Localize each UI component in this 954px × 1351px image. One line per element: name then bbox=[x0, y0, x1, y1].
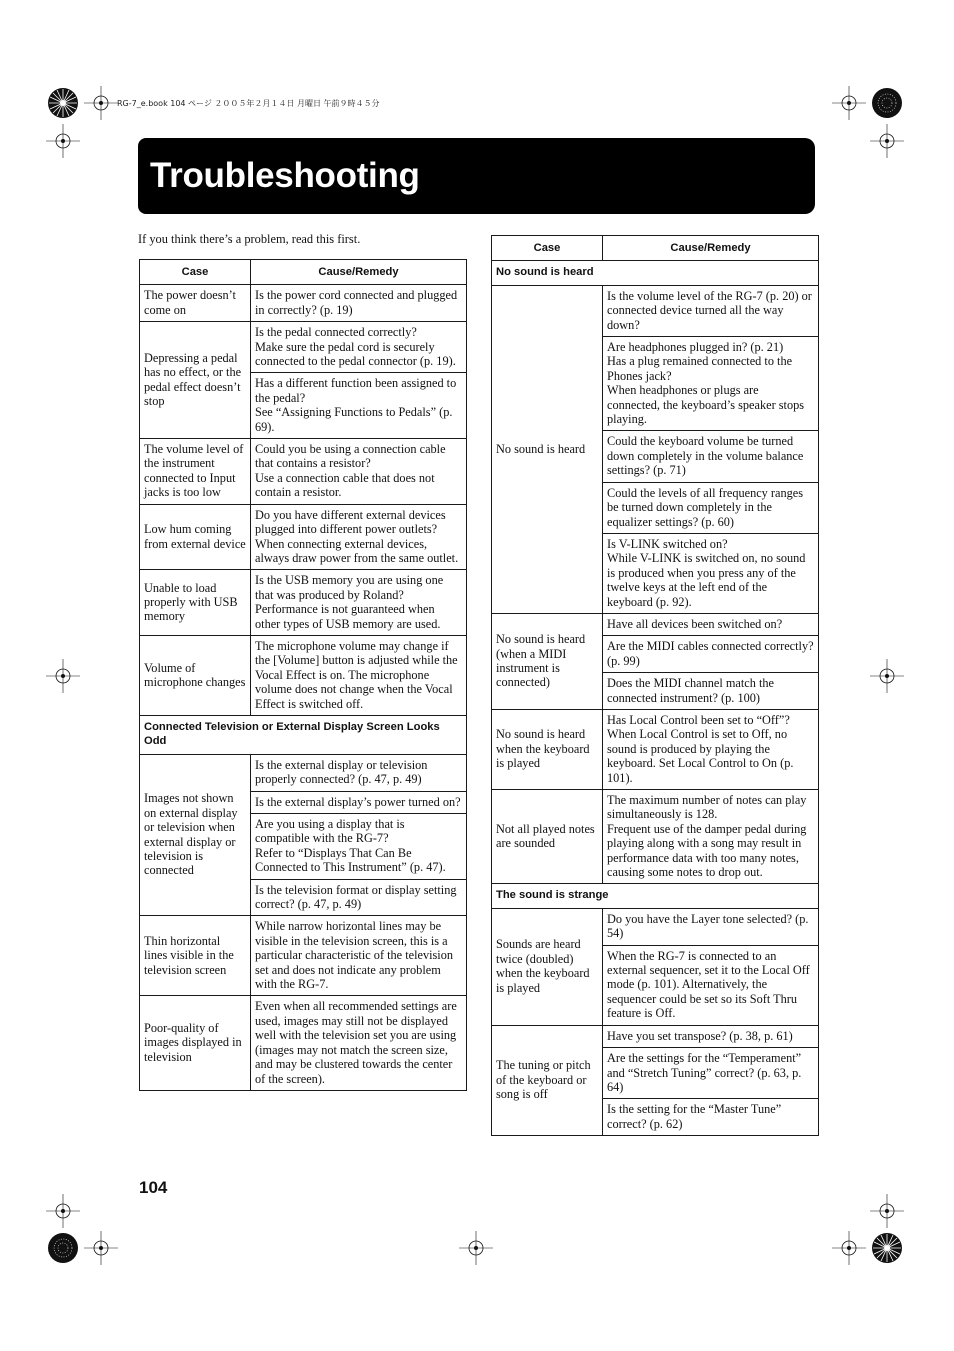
remedy-line: Use a connection cable that does not contain a resistor. bbox=[255, 470, 435, 500]
remedy-line: Could you be using a connection cable that contains a resistor? bbox=[255, 442, 446, 471]
remedy-cell bbox=[603, 908, 819, 945]
remedy-line: Have you set transpose? (p. 38, p. 61) bbox=[607, 1028, 793, 1043]
remedy-line: Is the external display’s power turned on? bbox=[255, 794, 461, 809]
section-heading: No sound is heard bbox=[492, 261, 819, 285]
table-body-left bbox=[140, 285, 467, 1091]
crosshair-mark-bottom-right bbox=[832, 1231, 866, 1265]
case-cell: The tuning or pitch of the keyboard or song is off bbox=[492, 1025, 603, 1135]
remedy-line: Is V-LINK switched on? bbox=[607, 536, 728, 551]
registration-mark-top-left bbox=[46, 86, 80, 120]
page-title: Troubleshooting bbox=[150, 156, 420, 195]
table-row bbox=[140, 285, 467, 322]
crosshair-mark-bottom-center bbox=[459, 1231, 493, 1265]
remedy-cell bbox=[603, 337, 819, 431]
remedy-line: Even when all recommended settings are used, images may still not be displayed well with the television set you are using (images may not match the screen size, and may be clustered towards the center of the screen). bbox=[255, 999, 457, 1086]
column-header-case: Case bbox=[492, 236, 603, 261]
case-cell: The volume level of the instrument connected to Input jacks is too low bbox=[140, 439, 251, 505]
remedy-line: Is the power cord connected and plugged in correctly? (p. 19) bbox=[255, 288, 458, 317]
remedy-line: Do you have different external devices plugged into different power outlets? bbox=[255, 507, 446, 537]
remedy-cell bbox=[251, 916, 467, 996]
case-cell: Poor-quality of images displayed in television bbox=[140, 996, 251, 1090]
table-row bbox=[140, 570, 467, 636]
remedy-line: Are headphones plugged in? (p. 21) bbox=[607, 340, 784, 355]
remedy-cell bbox=[251, 322, 467, 373]
table-row bbox=[492, 1025, 819, 1047]
table-row bbox=[140, 439, 467, 505]
case-cell: No sound is heard bbox=[492, 285, 603, 613]
troubleshooting-table-left bbox=[139, 259, 467, 1091]
intro-text: If you think there’s a problem, read this first. bbox=[138, 232, 361, 246]
remedy-line: Could the keyboard volume be turned down completely in the volume balance settings? (p. 71) bbox=[607, 434, 804, 478]
crosshair-mark-mid-left bbox=[46, 659, 80, 693]
remedy-cell bbox=[603, 1025, 819, 1047]
remedy-line: Have all devices been switched on? bbox=[607, 616, 783, 631]
registration-mark-top-right bbox=[870, 86, 904, 120]
column-header-case: Case bbox=[140, 260, 251, 285]
case-cell: No sound is heard when the keyboard is played bbox=[492, 709, 603, 789]
table-row bbox=[140, 916, 467, 996]
case-cell: Depressing a pedal has no effect, or the pedal effect doesn’t stop bbox=[140, 322, 251, 439]
remedy-line: Is the television format or display setting correct? (p. 47, p. 49) bbox=[255, 882, 457, 912]
remedy-cell bbox=[251, 879, 467, 916]
section-row bbox=[492, 884, 819, 908]
table-row bbox=[492, 790, 819, 884]
remedy-line: Performance is not guaranteed when other types of USB memory are used. bbox=[255, 602, 441, 631]
remedy-line: Refer to “Displays That Can Be Connected to This Instrument” (p. 47). bbox=[255, 845, 446, 875]
case-cell: Unable to load properly with USB memory bbox=[140, 570, 251, 636]
case-cell: Images not shown on external display or television when external display or television is connected bbox=[140, 754, 251, 916]
troubleshooting-table-right bbox=[491, 235, 819, 1136]
table-row bbox=[140, 635, 467, 715]
remedy-cell bbox=[251, 635, 467, 715]
table-row bbox=[140, 996, 467, 1090]
remedy-cell bbox=[251, 439, 467, 505]
remedy-cell bbox=[603, 285, 819, 336]
remedy-cell bbox=[251, 373, 467, 439]
remedy-line: When the RG-7 is connected to an external sequencer, set it to the Local Off mode (p. 101). Alternatively, the sequencer could be set so its Soft Thru feature is Off. bbox=[607, 948, 810, 1021]
remedy-cell bbox=[251, 570, 467, 636]
remedy-line: When connecting external devices, always draw power from the same outlet. bbox=[255, 536, 459, 565]
case-cell: Low hum coming from external device bbox=[140, 504, 251, 570]
remedy-line: When headphones or plugs are connected, the keyboard’s speaker stops playing. bbox=[607, 383, 805, 427]
column-header-cause-remedy: Cause/Remedy bbox=[603, 236, 819, 261]
section-row bbox=[140, 715, 467, 754]
remedy-line: Has a different function been assigned to the pedal? bbox=[255, 376, 457, 405]
remedy-cell bbox=[603, 709, 819, 789]
remedy-line: Has Local Control been set to “Off”? When Local Control is set to Off, no sound is produced by playing the keyboard. Set Local Control to On (p. 101). bbox=[607, 712, 794, 785]
remedy-cell bbox=[603, 431, 819, 482]
remedy-line: While narrow horizontal lines may be visible in the television screen, this is a particular characteristic of the television set and does not indicate any problem with the RG-7. bbox=[255, 919, 454, 992]
remedy-cell bbox=[251, 754, 467, 791]
remedy-line: While V-LINK is switched on, no sound is produced when you press any of the twelve keys at the left end of the keyboard (p. 92). bbox=[607, 551, 806, 609]
column-header-cause-remedy: Cause/Remedy bbox=[251, 260, 467, 285]
section-row bbox=[492, 261, 819, 285]
crosshair-mark-top-left bbox=[84, 86, 118, 120]
remedy-line: Does the MIDI channel match the connected instrument? (p. 100) bbox=[607, 676, 774, 705]
remedy-cell bbox=[251, 791, 467, 813]
remedy-cell bbox=[251, 285, 467, 322]
remedy-line: Is the setting for the “Master Tune” correct? (p. 62) bbox=[607, 1102, 782, 1131]
remedy-line: Is the external display or television properly connected? (p. 47, p. 49) bbox=[255, 757, 428, 787]
case-cell: Volume of microphone changes bbox=[140, 635, 251, 715]
remedy-line: Could the levels of all frequency ranges be turned down completely in the equalizer settings? (p. 60) bbox=[607, 485, 803, 529]
title-bar bbox=[138, 138, 815, 214]
table-row bbox=[492, 908, 819, 945]
crosshair-mark-lower-left bbox=[46, 1194, 80, 1228]
print-header: RG-7_e.book 104 ページ ２００５年２月１４日 月曜日 午前９時４５分 bbox=[117, 99, 380, 108]
table-row bbox=[140, 754, 467, 791]
case-cell: Not all played notes are sounded bbox=[492, 790, 603, 884]
case-cell: No sound is heard (when a MIDI instrument is connected) bbox=[492, 613, 603, 709]
remedy-cell bbox=[251, 504, 467, 570]
case-cell: Thin horizontal lines visible in the television screen bbox=[140, 916, 251, 996]
page-number: 104 bbox=[139, 1178, 168, 1197]
remedy-line: Are the MIDI cables connected correctly? (p. 99) bbox=[607, 639, 814, 668]
remedy-line: The maximum number of notes can play simultaneously is 128. bbox=[607, 793, 807, 822]
table-row bbox=[140, 322, 467, 373]
table-header-row bbox=[492, 236, 819, 261]
remedy-cell bbox=[603, 945, 819, 1025]
remedy-cell bbox=[603, 1048, 819, 1099]
remedy-cell bbox=[603, 636, 819, 673]
remedy-line: The microphone volume may change if the [Volume] button is adjusted while the Vocal Effect is on. The microphone volume does not change when the Vocal Effect is switched off. bbox=[255, 638, 458, 711]
remedy-cell bbox=[603, 673, 819, 710]
remedy-cell bbox=[603, 790, 819, 884]
table-row bbox=[492, 285, 819, 336]
remedy-line: Are the settings for the “Temperament” and “Stretch Tuning” correct? (p. 63, p. 64) bbox=[607, 1051, 802, 1094]
crosshair-mark-lower-right bbox=[870, 1194, 904, 1228]
remedy-cell bbox=[603, 1099, 819, 1136]
crosshair-mark-bottom-left bbox=[84, 1231, 118, 1265]
registration-mark-bottom-left bbox=[46, 1231, 80, 1265]
section-heading: Connected Television or External Display Screen Looks Odd bbox=[140, 715, 467, 754]
table-header-row bbox=[140, 260, 467, 285]
remedy-line: Has a plug remained connected to the Phones jack? bbox=[607, 354, 793, 383]
table-body-right bbox=[492, 261, 819, 1136]
crosshair-mark-upper-left bbox=[46, 124, 80, 158]
remedy-line: Make sure the pedal cord is securely connected to the pedal connector (p. 19). bbox=[255, 339, 456, 369]
crosshair-mark-top-right bbox=[832, 86, 866, 120]
remedy-line: Is the pedal connected correctly? bbox=[255, 325, 417, 340]
case-cell: Sounds are heard twice (doubled) when the keyboard is played bbox=[492, 908, 603, 1025]
remedy-line: Frequent use of the damper pedal during playing along with a song may result in performance data with too many notes, causing some notes to drop out. bbox=[607, 821, 807, 880]
section-heading: The sound is strange bbox=[492, 884, 819, 908]
remedy-cell bbox=[603, 482, 819, 533]
remedy-line: Do you have the Layer tone selected? (p. 54) bbox=[607, 911, 809, 941]
remedy-cell bbox=[251, 996, 467, 1090]
remedy-line: Is the USB memory you are using one that was produced by Roland? bbox=[255, 573, 444, 602]
table-row bbox=[492, 613, 819, 635]
crosshair-mark-upper-right bbox=[870, 124, 904, 158]
table-row bbox=[492, 709, 819, 789]
remedy-line: See “Assigning Functions to Pedals” (p. 69). bbox=[255, 405, 453, 434]
registration-mark-bottom-right bbox=[870, 1231, 904, 1265]
case-cell: The power doesn’t come on bbox=[140, 285, 251, 322]
remedy-cell bbox=[603, 613, 819, 635]
remedy-cell bbox=[603, 533, 819, 613]
remedy-cell bbox=[251, 814, 467, 880]
remedy-line: Are you using a display that is compatible with the RG-7? bbox=[255, 817, 405, 846]
remedy-line: Is the volume level of the RG-7 (p. 20) or connected device turned all the way down? bbox=[607, 288, 812, 332]
crosshair-mark-mid-right bbox=[870, 659, 904, 693]
table-row bbox=[140, 504, 467, 570]
